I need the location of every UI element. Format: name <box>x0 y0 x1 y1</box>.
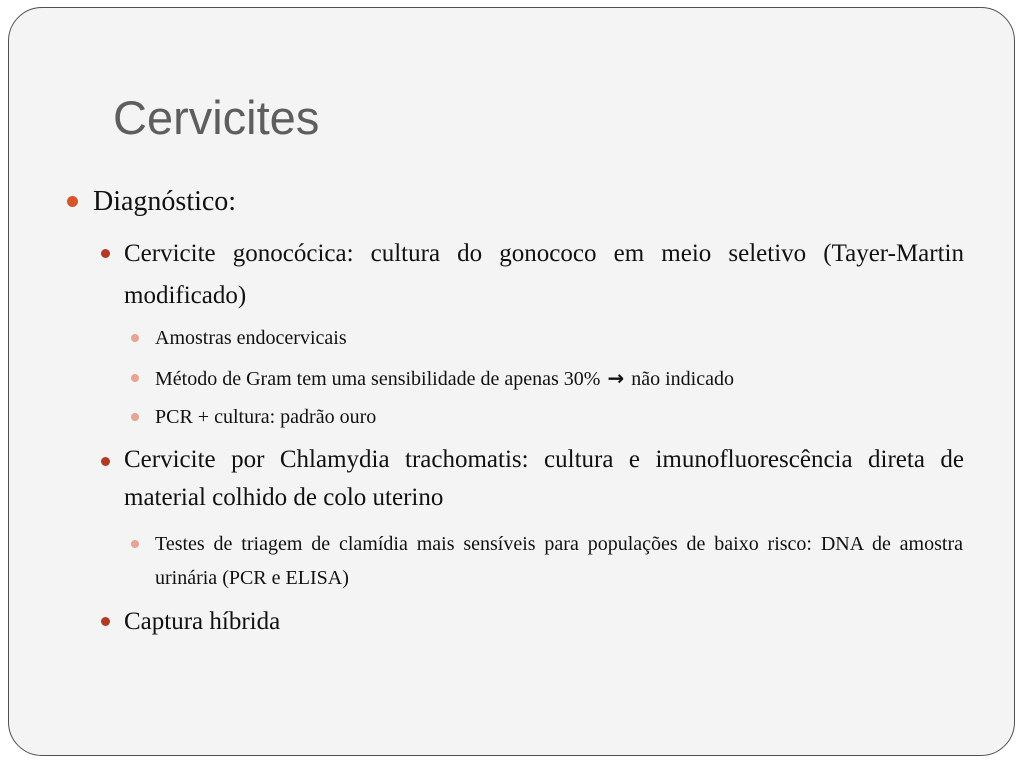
bullet-cervicite-chlamydia: Cervicite por Chlamydia trachomatis: cultura e imunofluorescência direta de material colhido de colo uterino <box>124 446 964 511</box>
slide-content <box>9 8 1014 755</box>
bullet-captura-hibrida: Captura híbrida <box>124 608 281 635</box>
bullet-diagnostico: Diagnóstico: <box>93 186 237 217</box>
slide-title: Cervicites <box>113 91 320 144</box>
slide <box>8 7 1015 756</box>
bullet-testes-triagem: Testes de triagem de clamídia mais sensíveis para populações de baixo risco: DNA de amostra urinária (PCR e ELISA) <box>155 533 963 589</box>
bullet-dot-icon <box>131 413 139 421</box>
bullet-amostras: Amostras endocervicais <box>155 327 347 349</box>
bullet-dot-icon <box>131 374 139 382</box>
metodo-gram-text: Método de Gram tem uma sensibilidade de apenas 30% <box>155 368 601 390</box>
arrow-right-icon: → <box>607 366 625 390</box>
bullet-dot-icon <box>67 196 78 207</box>
bullet-dot-icon <box>101 617 110 626</box>
bullet-metodo-gram <box>155 361 963 396</box>
bullet-pcr-cultura: PCR + cultura: padrão ouro <box>155 406 377 428</box>
bullet-cervicite-gonococica: Cervicite gonocócica: cultura do gonococo em meio seletivo (Tayer-Martin modificado) <box>124 240 964 309</box>
bullet-dot-icon <box>101 249 110 258</box>
bullet-dot-icon <box>131 334 139 342</box>
metodo-gram-result: não indicado <box>631 368 734 390</box>
bullet-dot-icon <box>101 457 110 466</box>
bullet-dot-icon <box>131 540 139 548</box>
